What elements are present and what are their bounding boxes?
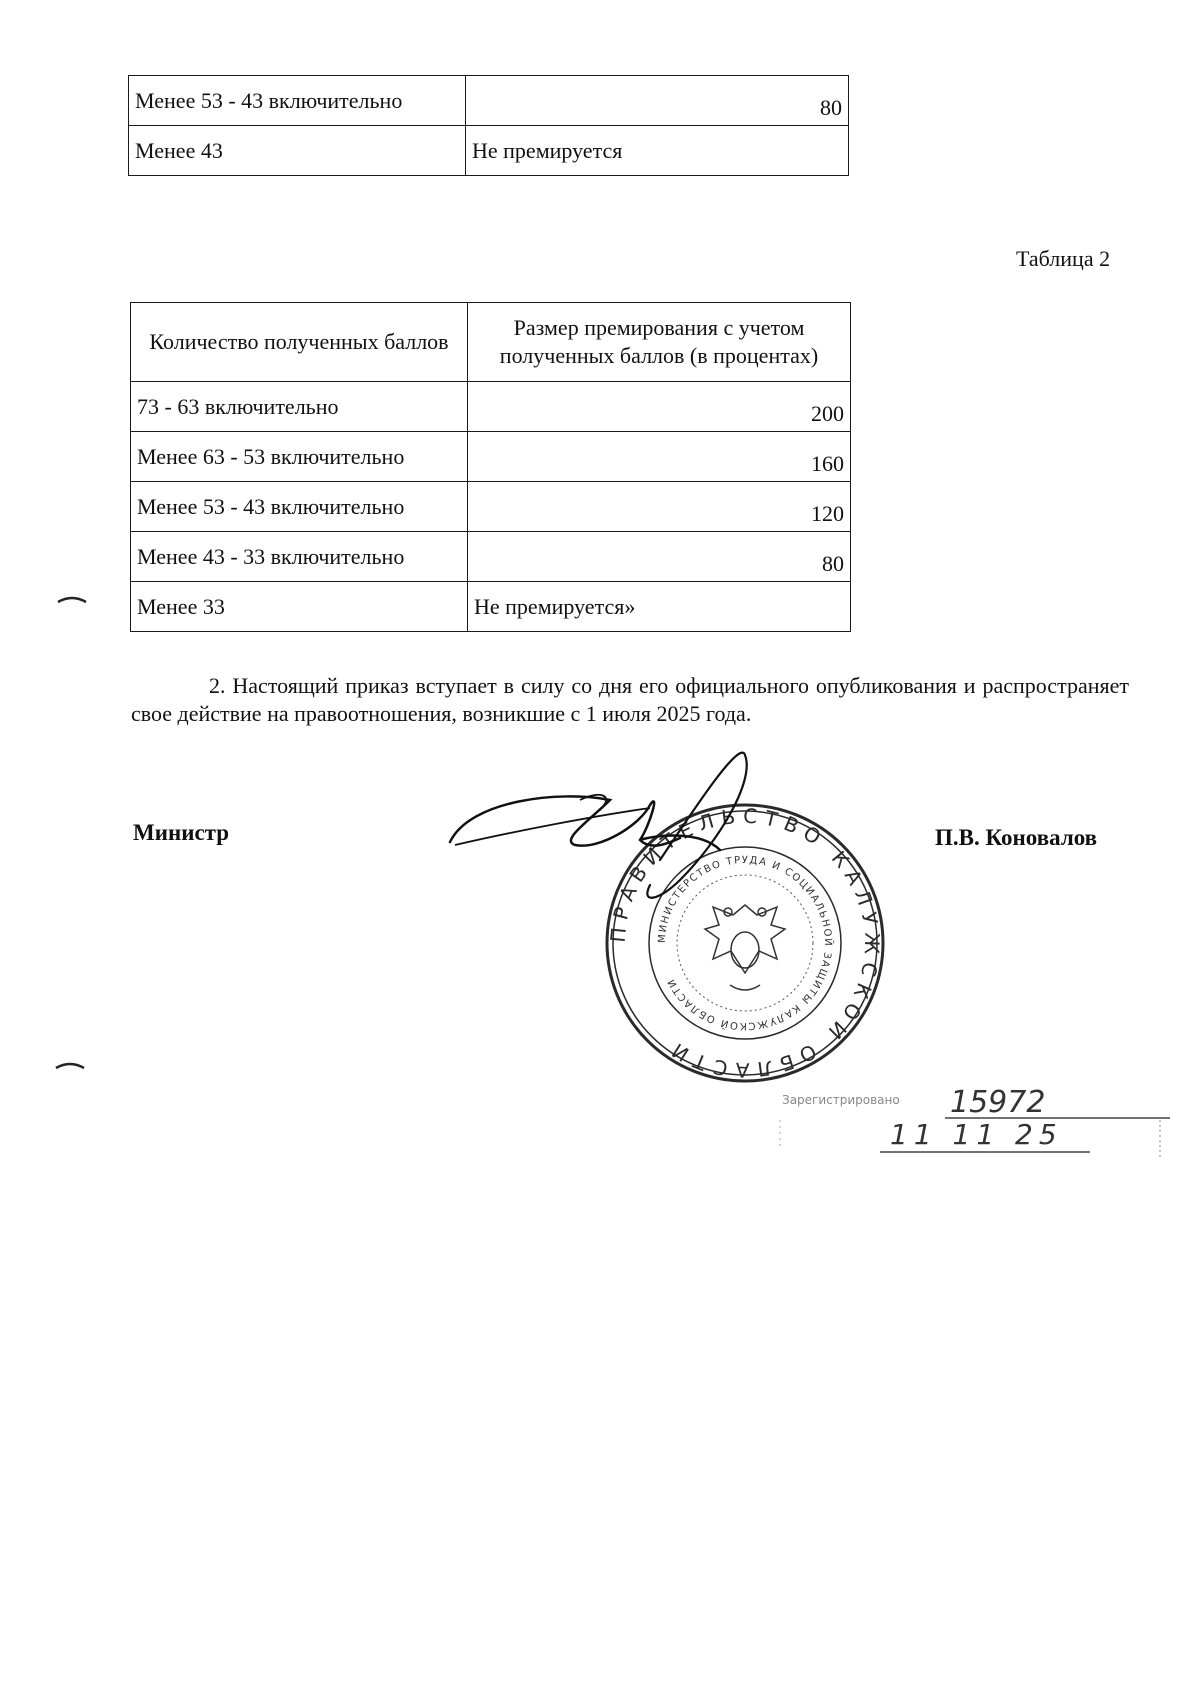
registration-date: 11 11 25	[890, 1118, 1063, 1151]
value-cell: 160	[468, 432, 851, 482]
seal-outer-text: ПРАВИТЕЛЬСТВО КАЛУЖСКОЙ ОБЛАСТИ	[605, 803, 885, 1083]
range-cell: Менее 43 - 33 включительно	[131, 532, 468, 582]
value-cell: 200	[468, 382, 851, 432]
seal-inner-text: МИНИСТЕРСТВО ТРУДА И СОЦИАЛЬНОЙ ЗАЩИТЫ КАЛУЖСКОЙ ОБЛАСТИ	[656, 854, 834, 1032]
table-caption: Таблица 2	[1016, 246, 1111, 271]
signatory-title: Министр	[133, 820, 230, 845]
value-cell: Не премируется»	[468, 582, 851, 632]
header-points: Количество полученных баллов	[131, 303, 468, 382]
range-cell: Менее 63 - 53 включительно	[131, 432, 468, 482]
value-cell: 80	[466, 76, 849, 126]
registration-label: Зарегистрировано	[782, 1093, 900, 1107]
range-cell: Менее 53 - 43 включительно	[129, 76, 466, 126]
range-cell: 73 - 63 включительно	[131, 382, 468, 432]
range-cell: Менее 43	[129, 126, 466, 176]
signatory-name: П.В. Коновалов	[935, 825, 1098, 850]
effective-date-paragraph: 2. Настоящий приказ вступает в силу со дня его официального опубликования и распространяет свое действие на правоотношения, возникшие с 1 июля 2025 года.	[131, 673, 1129, 726]
range-cell: Менее 53 - 43 включительно	[131, 482, 468, 532]
header-bonus: Размер премирования с учетом полученных баллов (в процентах)	[468, 303, 851, 382]
value-cell: 80	[468, 532, 851, 582]
value-cell: 120	[468, 482, 851, 532]
registration-number: 15972	[950, 1085, 1046, 1120]
value-cell: Не премируется	[466, 126, 849, 176]
range-cell: Менее 33	[131, 582, 468, 632]
